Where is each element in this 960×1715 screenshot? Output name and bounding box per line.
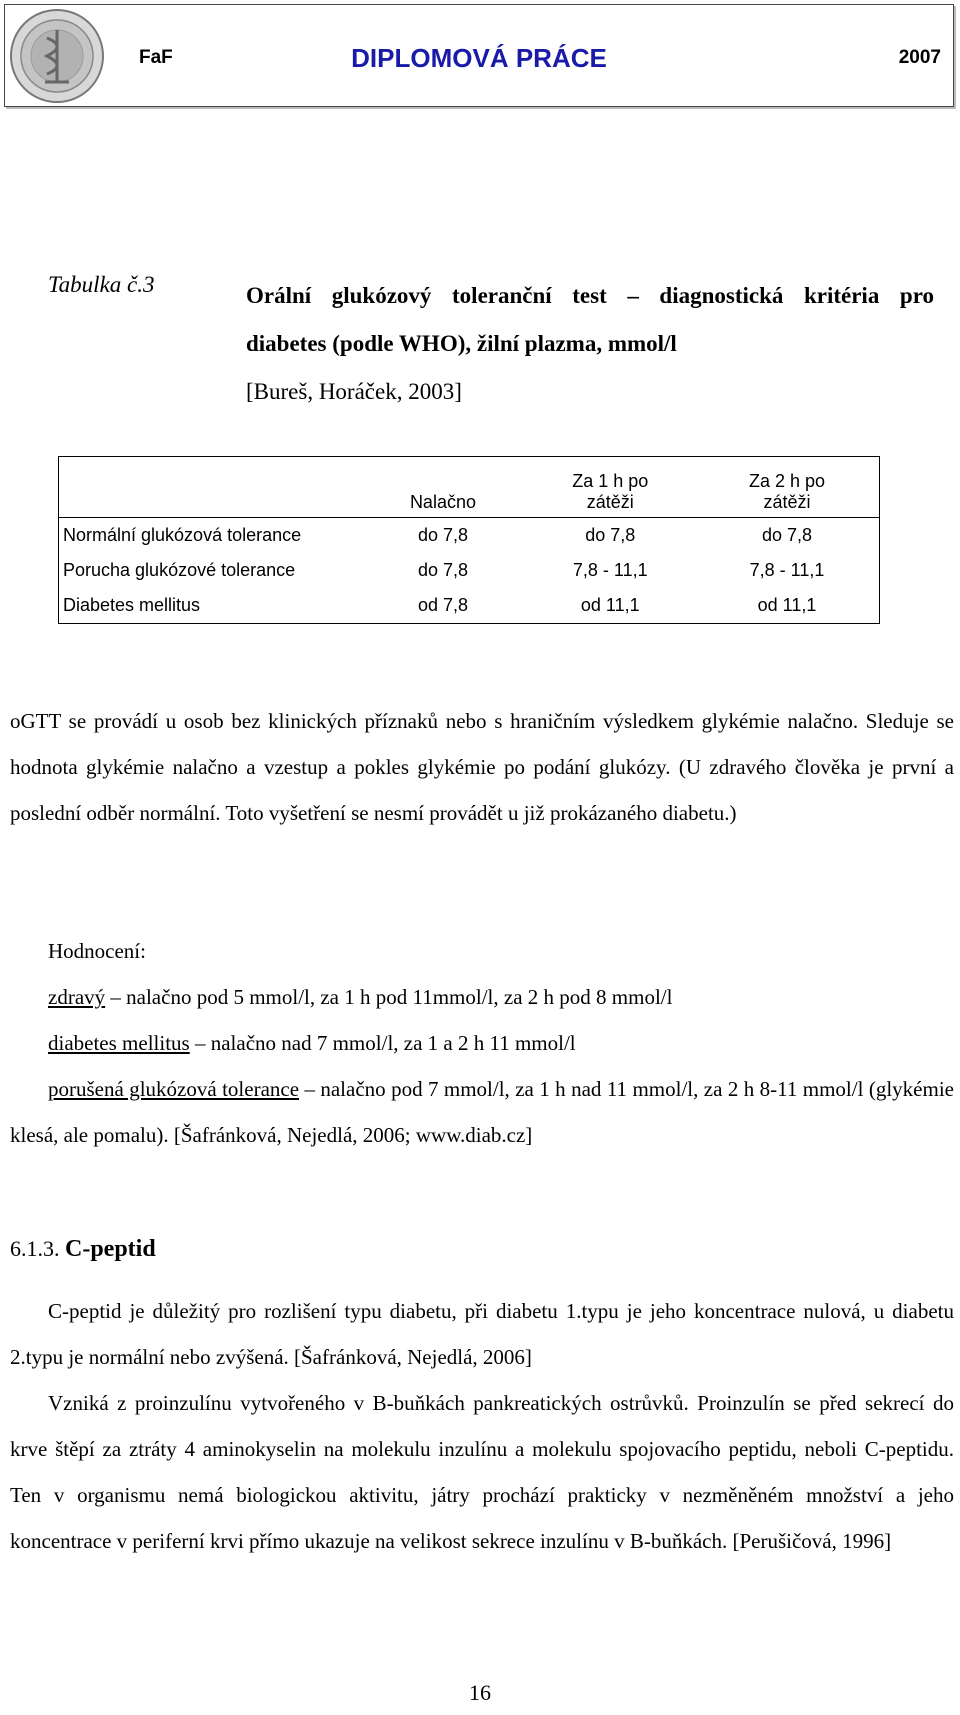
header-1h-line1: Za 1 h po: [572, 471, 649, 491]
cpeptid-block: [10, 1288, 954, 1564]
evaluation-term: diabetes mellitus: [48, 1031, 190, 1055]
evaluation-text: – nalačno pod 7 mmol/l, za 1 h nad 11 mmol/l, za 2 h 8-11 mmol/l (glykémie klesá, ale pomalu). [Šafránková, Nejedlá, 2006; www.diab.cz]: [10, 1077, 954, 1147]
table-cell: od 11,1: [580, 595, 640, 615]
table-cell: od 11,1: [757, 595, 817, 615]
table-caption-label: Tabulka č.3: [48, 272, 155, 297]
table-caption-title-line1: Orální glukózový toleranční test – diagnostická kritéria pro: [246, 283, 934, 308]
table-cell: Diabetes mellitus: [63, 595, 201, 615]
evaluation-item-healthy: [10, 974, 954, 1020]
header-2h-line2: zátěži: [763, 492, 811, 512]
evaluation-text: – nalačno pod 5 mmol/l, za 1 h pod 11mmol/l, za 2 h pod 8 mmol/l: [105, 985, 673, 1009]
header-1h-line2: zátěži: [586, 492, 634, 512]
evaluation-heading: Hodnocení:: [48, 939, 146, 963]
table-row: [59, 553, 880, 588]
page-number: 16: [469, 1680, 491, 1705]
table-cell: Normální glukózová tolerance: [63, 525, 302, 545]
ogtt-criteria-table: [58, 456, 880, 624]
page-header: [4, 4, 954, 107]
table-cell: od 7,8: [417, 595, 468, 615]
cpeptid-paragraph-2: Vzniká z proinzulínu vytvořeného v B-buňkách pankreatických ostrůvků. Proinzulín se před sekrecí do krve štěpí za ztráty 4 aminokyselin na molekulu inzulínu a molekulu spojovacího peptidu, neboli C-peptidu. Ten v organismu nemá biologickou aktivitu, játry prochází prakticky v nezměněném množství a jeho koncentrace v periferní krvi přímo ukazuje na velikost sekrece inzulínu v B-buňkách. [Perušičová, 1996]: [10, 1391, 954, 1553]
table-caption-source: [Bureš, Horáček, 2003]: [246, 379, 462, 404]
evaluation-text: – nalačno nad 7 mmol/l, za 1 a 2 h 11 mmol/l: [189, 1031, 576, 1055]
table-header-row: [59, 457, 880, 518]
evaluation-term: porušená glukózová tolerance: [48, 1077, 300, 1101]
evaluation-block: [10, 928, 954, 1158]
table-header-2h: [695, 457, 880, 518]
evaluation-item-diabetes: [10, 1020, 954, 1066]
header-2h-line1: Za 2 h po: [748, 471, 826, 491]
table-header-empty: [59, 457, 361, 518]
table-cell: do 7,8: [417, 560, 468, 580]
table-cell: 7,8 - 11,1: [749, 560, 825, 580]
header-title: DIPLOMOVÁ PRÁCE: [351, 43, 607, 73]
table-header-1h: [526, 457, 695, 518]
table-caption-title-line2: diabetes (podle WHO), žilní plazma, mmol/l: [246, 331, 677, 356]
header-faculty: FaF: [139, 47, 173, 68]
section-heading: [10, 1236, 156, 1263]
table-cell: Porucha glukózové tolerance: [63, 560, 296, 580]
evaluation-term: zdravý: [48, 985, 106, 1009]
ogtt-paragraph: oGTT se provádí u osob bez klinických příznaků nebo s hraničním výsledkem glykémie nalačno. Sleduje se hodnota glykémie nalačno a vzestup a pokles glykémie po podání glukózy. (U zdravého člověka je první a poslední odběr normální. Toto vyšetření se nesmí provádět u již prokázaného diabetu.): [10, 709, 954, 825]
section-title: C-peptid: [65, 1236, 156, 1262]
section-number: 6.1.3.: [10, 1236, 60, 1261]
ogtt-paragraph-block: [10, 698, 954, 836]
table-cell: do 7,8: [761, 525, 813, 545]
table-cell: 7,8 - 11,1: [572, 560, 648, 580]
table-header-fasting: [360, 457, 525, 518]
cpeptid-paragraph-1: C-peptid je důležitý pro rozlišení typu diabetu, při diabetu 1.typu je jeho koncentrace nulová, u diabetu 2.typu je normální nebo zvýšená. [Šafránková, Nejedlá, 2006]: [10, 1299, 954, 1369]
table-row: [59, 588, 880, 624]
table-cell: do 7,8: [585, 525, 636, 545]
header-fasting-label: Nalačno: [409, 492, 476, 512]
table-cell: do 7,8: [417, 525, 468, 545]
evaluation-item-impaired: [10, 1066, 954, 1158]
table-row: [59, 518, 880, 554]
header-year: 2007: [898, 47, 941, 68]
